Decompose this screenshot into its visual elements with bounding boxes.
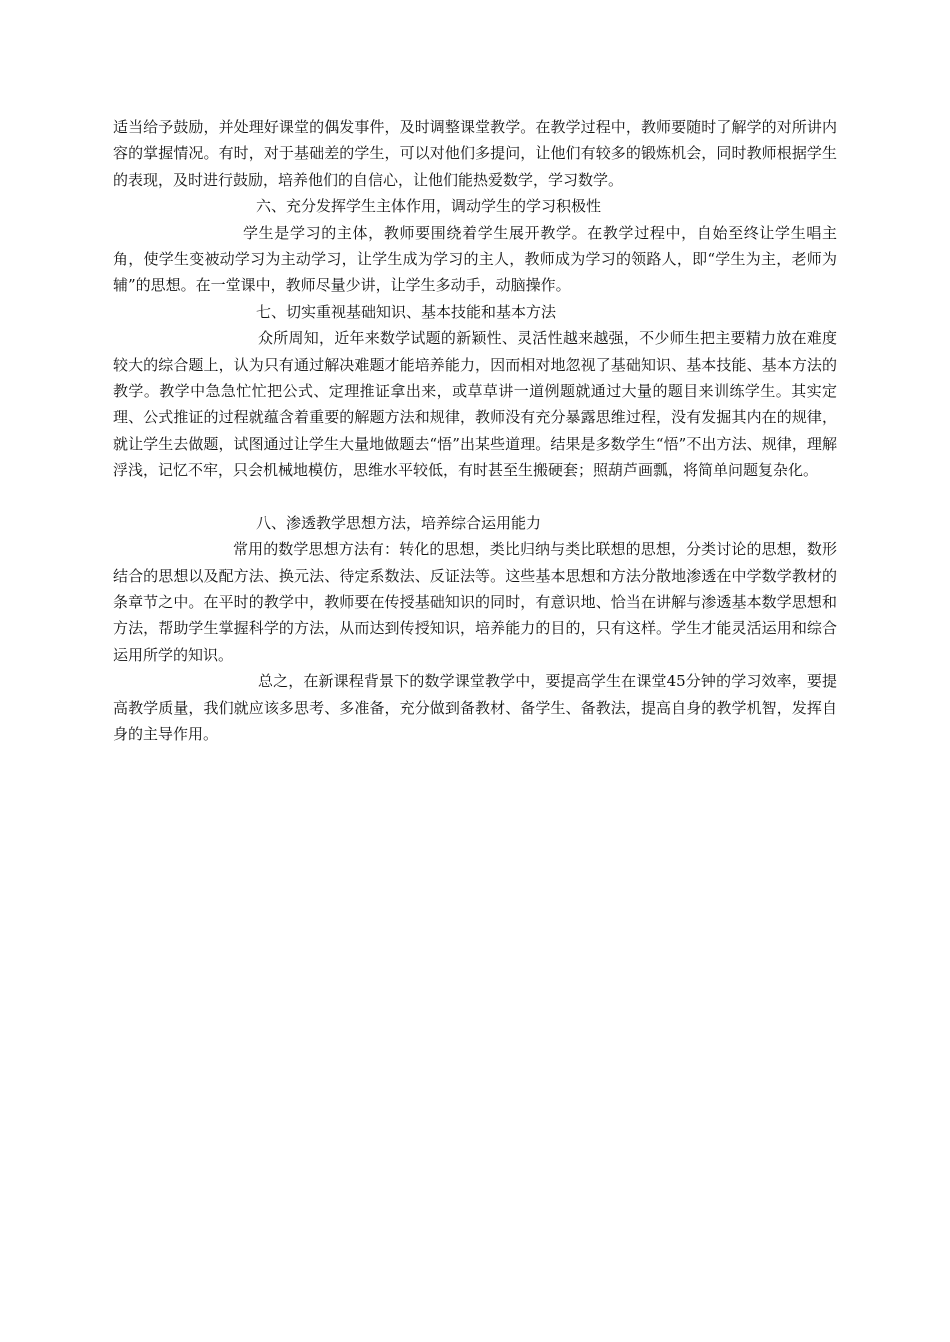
paragraph-conclusion: 总之，在新课程背景下的数学课堂教学中，要提高学生在课堂45分钟的学习效率，要提高教学质量，我们就应该多思考、多准备，充分做到备教材、备学生、备教法，提高自身的教学机智，发挥自身的主导作用。 bbox=[113, 672, 837, 743]
heading-section-8: 八、渗透教学思想方法，培养综合运用能力 bbox=[256, 513, 542, 532]
heading-section-6: 六、充分发挥学生主体作用，调动学生的学习积极性 bbox=[256, 197, 602, 216]
paragraph-encouragement: 适当给予鼓励，并处理好课堂的偶发事件，及时调整课堂教学。在教学过程中，教师要随时了解学的对所讲内容的掌握情况。有时，对于基础差的学生，可以对他们多提问，让他们有较多的锻炼机会，同时教师根据学生的表现，及时进行鼓励，培养他们的自信心，让他们能热爱数学，学习数学。 bbox=[113, 118, 837, 189]
blank-line bbox=[113, 484, 837, 510]
paragraph-section-8: 常用的数学思想方法有：转化的思想，类比归纳与类比联想的思想，分类讨论的思想，数形结合的思想以及配方法、换元法、待定系数法、反证法等。这些基本思想和方法分散地渗透在中学数学教材的条章节之中。在平时的教学中，教师要在传授基础知识的同时，有意识地、恰当在讲解与渗透基本数学思想和方法，帮助学生掌握科学的方法，从而达到传授知识，培养能力的目的，只有这样。学生才能灵活运用和综合运用所学的知识。 bbox=[113, 540, 837, 664]
paragraph-section-6: 学生是学习的主体，教师要围绕着学生展开教学。在教学过程中，自始至终让学生唱主角，使学生变被动学习为主动学习，让学生成为学习的主人，教师成为学习的领路人，即“学生为主，老师为辅”的思想。在一堂课中，教师尽量少讲，让学生多动手，动脑操作。 bbox=[113, 223, 837, 295]
document-page bbox=[113, 114, 837, 747]
paragraph-section-7: 众所周知，近年来数学试题的新颖性、灵活性越来越强，不少师生把主要精力放在难度较大的综合题上，认为只有通过解决难题才能培养能力，因而相对地忽视了基础知识、基本技能、基本方法的教学。教学中急急忙忙把公式、定理推证拿出来，或草草讲一道例题就通过大量的题目来训练学生。其实定理、公式推证的过程就蕴含着重要的解题方法和规律，教师没有充分暴露思维过程，没有发掘其内在的规律，就让学生去做题，试图通过让学生大量地做题去“悟”出某些道理。结果是多数学生“悟”不出方法、规律，理解浮浅，记忆不牢，只会机械地模仿，思维水平较低，有时甚至生搬硬套；照葫芦画瓢，将简单问题复杂化。 bbox=[113, 329, 837, 480]
heading-section-7: 七、切实重视基础知识、基本技能和基本方法 bbox=[256, 302, 557, 321]
